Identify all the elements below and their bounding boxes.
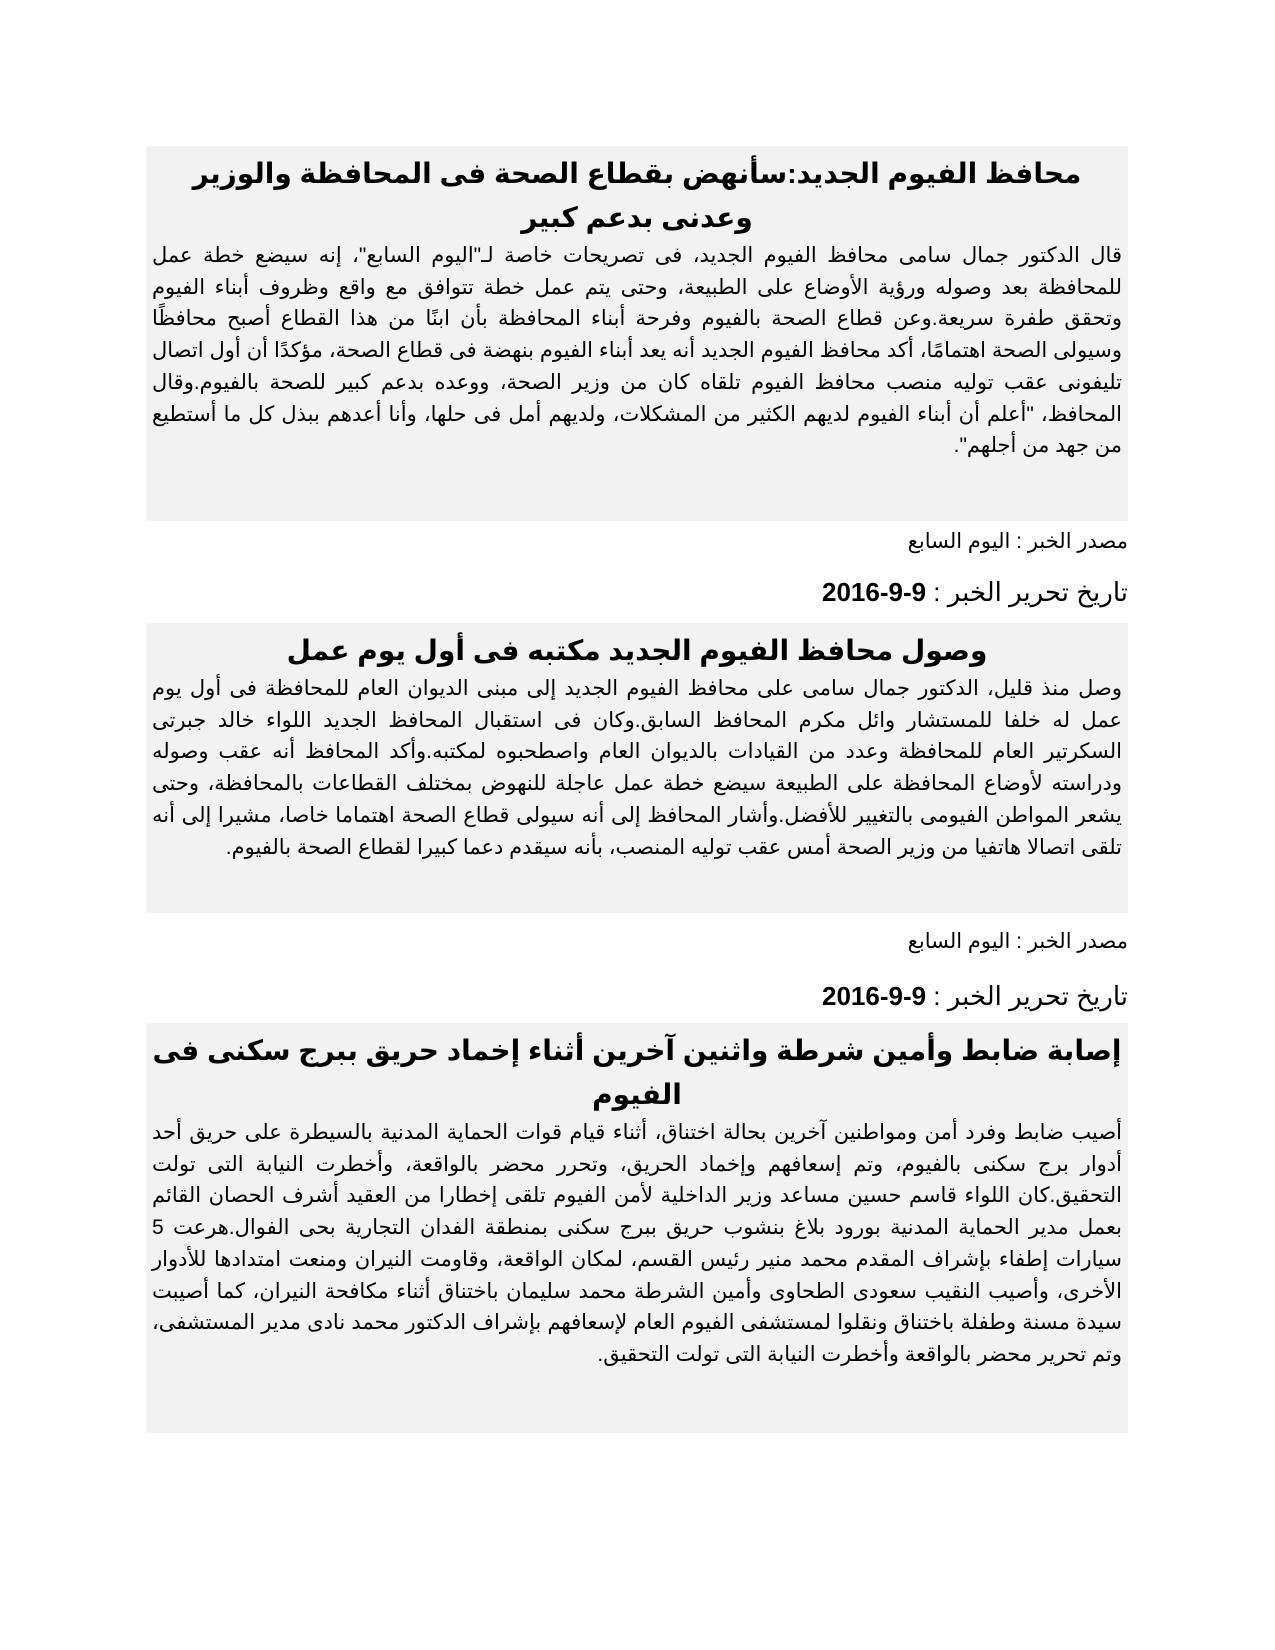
article-title: وصول محافظ الفيوم الجديد مكتبه فى أول يوم عمل — [286, 635, 988, 666]
article-1 — [146, 146, 1128, 521]
news-date — [146, 575, 1128, 609]
news-source: مصدر الخبر : اليوم السابع — [907, 930, 1128, 953]
document-page — [146, 146, 1128, 1433]
article-2 — [146, 623, 1128, 913]
article-body: أصيب ضابط وفرد أمن ومواطنين آخرين بحالة اختناق، أثناء قيام قوات الحماية المدنية بالسيطرة على حريق أحد أدوار برج سكنى بالفيوم، وتم إسعافهم وإخماد الحريق، وتحرر محضر بالواقعة، وأخطرت النيابة التى تولت التحقيق.كان اللواء قاسم حسين مساعد وزير الداخلية لأمن الفيوم تلقى إخطارا من العقيد أشرف الحصان القائم بعمل مدير الحماية المدنية بورود بلاغ بنشوب حريق ببرج سكنى بمنطقة الفدان التجارية بحى الفوال.هرعت 5 سيارات إطفاء بإشراف المقدم محمد منير رئيس القسم، لمكان الواقعة، وقاومت النيران ومنعت امتدادها للأدوار الأخرى، وأصيب النقيب سعودى الطحاوى وأمين الشرطة محمد سليمان باختناق أثناء مكافحة النيران، كما أصيبت سيدة مسنة وطفلة باختناق ونقلوا لمستشفى الفيوم العام لإسعافهم بإشراف الدكتور محمد نادى مدير المستشفى، وتم تحرير محضر بالواقعة وأخطرت النيابة التى تولت التحقيق. — [152, 1121, 1122, 1366]
news-source: مصدر الخبر : اليوم السابع — [907, 530, 1128, 553]
news-date-value: 2016-9-9 — [822, 981, 927, 1011]
article-title: إصابة ضابط وأمين شرطة واثنين آخرين أثناء إخماد حريق ببرج سكنى فى الفيوم — [152, 1035, 1122, 1110]
news-date-label: تاريخ تحرير الخبر : — [926, 981, 1128, 1011]
article-3 — [146, 1023, 1128, 1433]
article-body: وصل منذ قليل، الدكتور جمال سامى على محافظ الفيوم الجديد إلى مبنى الديوان العام للمحافظة فى أول يوم عمل له خلفا للمستشار وائل مكرم المحافظ السابق.وكان فى استقبال المحافظ الجديد اللواء خالد جبرتى السكرتير العام للمحافظة وعدد من القيادات بالديوان العام واصطحبوه لمكتبه.وأكد المحافظ أنه عقب وصوله ودراسته لأوضاع المحافظة على الطبيعة سيضع خطة عمل عاجلة للنهوض بمختلف القطاعات بالمحافظة، وحتى يشعر المواطن الفيومى بالتغيير للأفضل.وأشار المحافظ إلى أنه سيولى قطاع الصحة اهتماما خاصا، مشيرا إلى أنه تلقى اتصالا هاتفيا من وزير الصحة أمس عقب توليه المنصب، بأنه سيقدم دعما كبيرا لقطاع الصحة بالفيوم. — [152, 677, 1122, 859]
news-date — [146, 979, 1128, 1013]
news-date-label: تاريخ تحرير الخبر : — [926, 577, 1128, 607]
article-body: قال الدكتور جمال سامى محافظ الفيوم الجديد، فى تصريحات خاصة لـ"اليوم السابع"، إنه سيضع خطة عمل للمحافظة بعد وصوله ورؤية الأوضاع على الطبيعة، وحتى يتم عمل خطة تتوافق مع واقع وظروف أبناء الفيوم وتحقق طفرة سريعة.وعن قطاع الصحة بالفيوم وفرحة أبناء المحافظة بأن ابنًا من هذا القطاع أصبح محافظًا وسيولى الصحة اهتمامًا، أكد محافظ الفيوم الجديد أنه يعد أبناء الفيوم بنهضة فى قطاع الصحة، مؤكدًا أن أول اتصال تليفونى عقب توليه منصب محافظ الفيوم تلقاه كان من وزير الصحة، ووعده بدعم كبير للصحة بالفيوم.وقال المحافظ، "أعلم أن أبناء الفيوم لديهم الكثير من المشكلات، ولديهم أمل فى حلها، وأنا أعدهم ببذل كل ما أستطيع من جهد من أجلهم". — [152, 244, 1122, 458]
news-date-value: 2016-9-9 — [822, 577, 927, 607]
article-title: محافظ الفيوم الجديد:سأنهض بقطاع الصحة فى المحافظة والوزير وعدنى بدعم كبير — [192, 158, 1082, 233]
